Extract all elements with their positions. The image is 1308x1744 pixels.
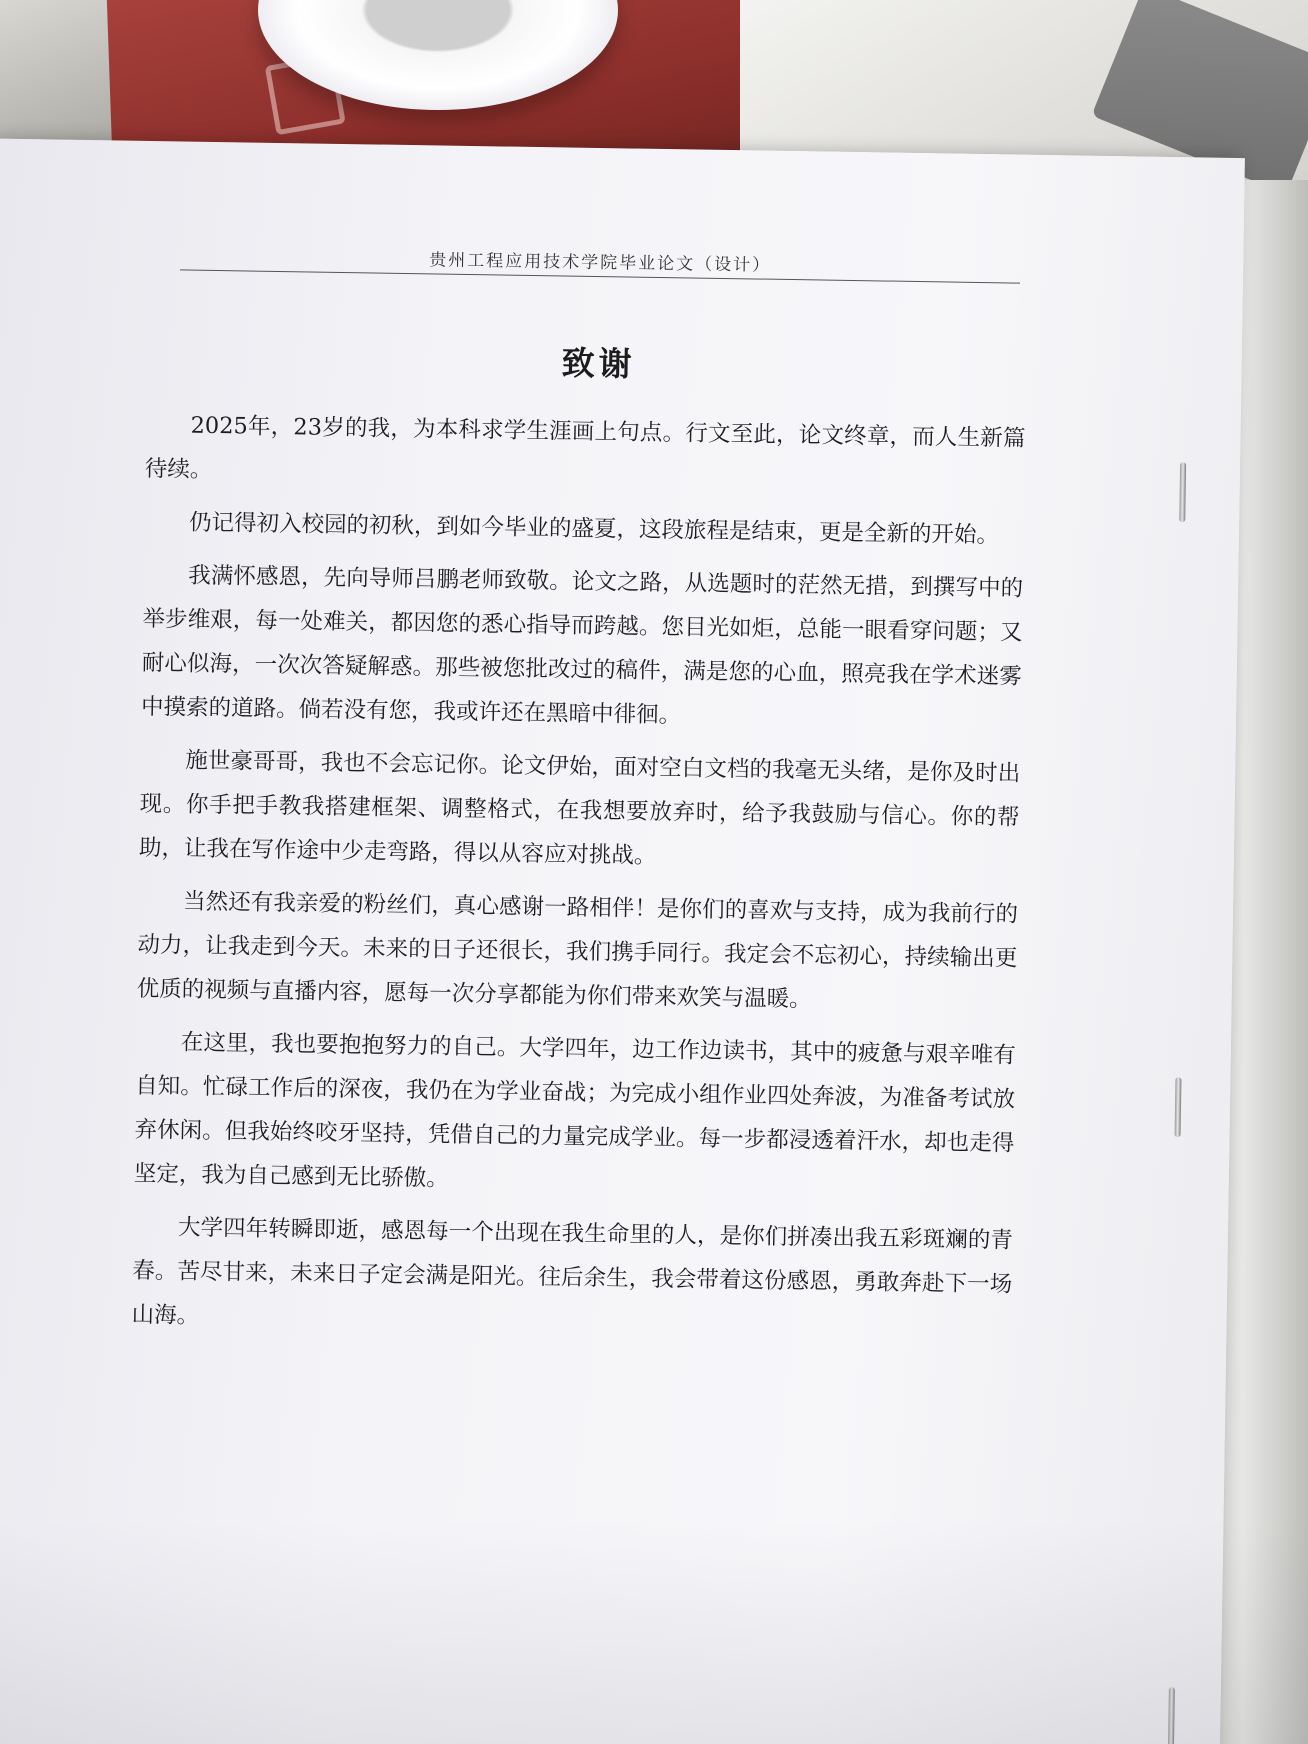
page-title: 致谢 (561, 343, 636, 384)
paragraph: 在这里，我也要抱抱努力的自己。大学四年，边工作边读书，其中的疲惫与艰辛唯有自知。忙碌工作后的深夜，我仍在为学业奋战；为完成小组作业四处奔波，为准备考试放弃休闲。但我始终咬牙坚持，凭借自己的力量完成学业。每一步都浸透着汗水，却也走得坚定，我为自己感到无比骄傲。 (133, 1029, 1016, 1192)
staple-icon (1179, 462, 1186, 522)
paragraph: 大学四年转瞬即逝，感恩每一个出现在我生命里的人，是你们拼凑出我五彩斑斓的青春。苦尽甘来，未来日子定会满是阳光。往后余生，我会带着这份感恩，勇敢奔赴下一场山海。 (131, 1214, 1014, 1329)
paragraph: 2025年，23岁的我，为本科求学生涯画上句点。行文至此，论文终章，而人生新篇待续。 (144, 412, 1026, 483)
page-header: 贵州工程应用技术学院毕业论文（设计） (429, 250, 772, 276)
thesis-page (0, 139, 1245, 1744)
paragraph: 当然还有我亲爱的粉丝们，真心感谢一路相伴！是你们的喜欢与支持，成为我前行的动力，让我走到今天。未来的日子还很长，我们携手同行。我定会不忘初心，持续输出更优质的视频与直播内容，愿每一次分享都能为你们带来欢笑与温暖。 (136, 888, 1019, 1013)
paragraph: 我满怀感恩，先向导师吕鹏老师致敬。论文之路，从选题时的茫然无措，到撰写中的举步维艰，每一处难关，都因您的悉心指导而跨越。您目光如炬，总能一眼看穿问题；又耐心似海，一次次答疑解惑。那些被您批改过的稿件，满是您的心血，照亮我在学术迷雾中摸索的道路。倘若没有您，我或许还在黑暗中徘徊。 (140, 562, 1024, 729)
paragraph: 仍记得初入校园的初秋，到如今毕业的盛夏，这段旅程是结束，更是全新的开始。 (188, 509, 1000, 549)
paragraph: 施世豪哥哥，我也不会忘记你。论文伊始，面对空白文档的我毫无头绪，是你及时出现。你手把手教我搭建框架、调整格式，在我想要放弃时，给予我鼓励与信心。你的帮助，让我在写作途中少走弯路，得以从容应对挑战。 (138, 747, 1021, 869)
staple-icon (1168, 1687, 1175, 1744)
staple-icon (1175, 1077, 1182, 1137)
acknowledgement-body (131, 403, 1026, 1360)
